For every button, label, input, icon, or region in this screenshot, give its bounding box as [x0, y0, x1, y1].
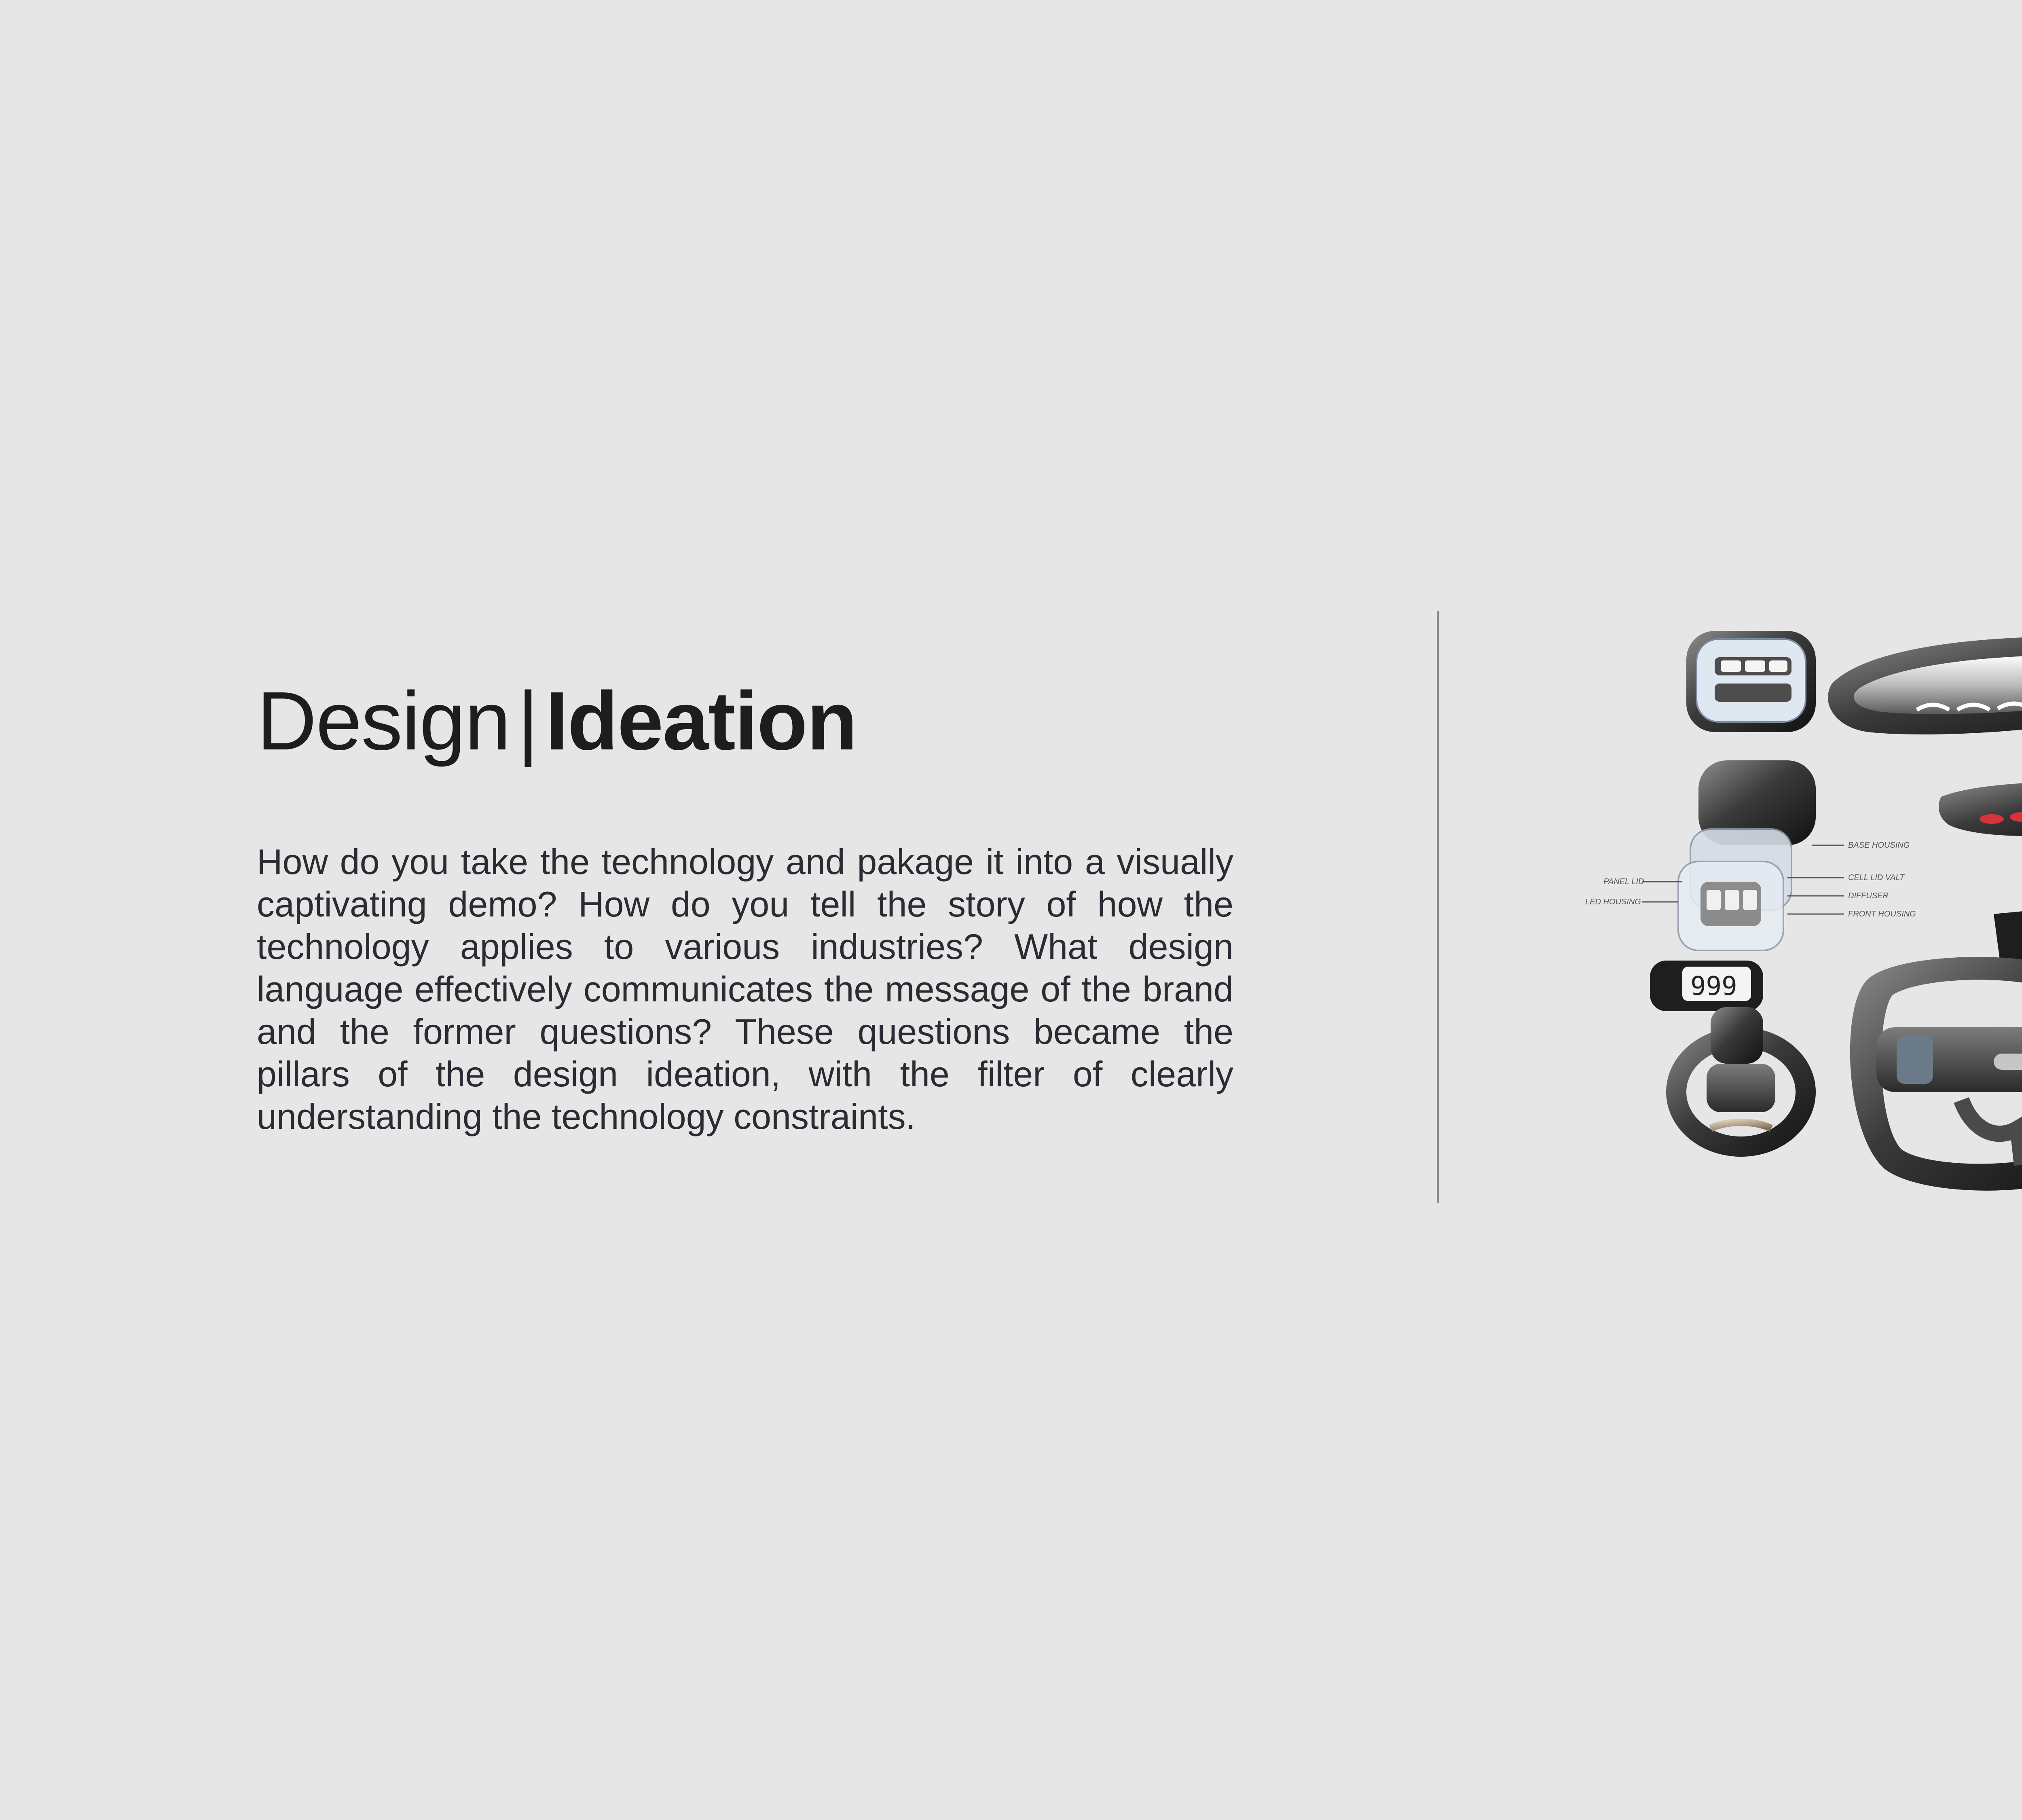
description-paragraph: How do you take the technology and pakage it into a visually captivating demo? How do you tell the story of how the technology applies to various industries? What design language effectively communicates the message of the brand and the former questions? These questions became the pillars of the design ideation, with the filter of clearly understanding the technology constraints. [257, 842, 1233, 1136]
svg-text:FRONT HOUSING: FRONT HOUSING [1848, 910, 1916, 918]
red-lightbar-sketch [1939, 782, 2022, 836]
steering-concept-small-sketch [1650, 961, 1816, 1157]
page-title [257, 675, 857, 767]
svg-text:BASE HOUSING: BASE HOUSING [1848, 841, 1910, 850]
title-separator: | [517, 675, 538, 767]
display-999: 999 [1690, 971, 1737, 1001]
sketch-sheet-image [1577, 615, 2022, 1205]
svg-text:PANEL LID: PANEL LID [1603, 877, 1644, 886]
title-ideation: Ideation [545, 675, 857, 767]
headlamp-sketch [1828, 636, 2022, 734]
svg-text:LED HOUSING: LED HOUSING [1585, 897, 1641, 906]
svg-text:CELL LID VALT: CELL LID VALT [1848, 873, 1905, 882]
steering-concept-cluster-sketch [1850, 902, 2022, 1191]
title-design: Design [257, 675, 510, 767]
fob-sketch [1686, 631, 1816, 732]
vertical-divider [1437, 611, 1439, 1203]
svg-text:DIFFUSER: DIFFUSER [1848, 891, 1889, 900]
seat-module-exploded-sketch [1585, 760, 1916, 950]
